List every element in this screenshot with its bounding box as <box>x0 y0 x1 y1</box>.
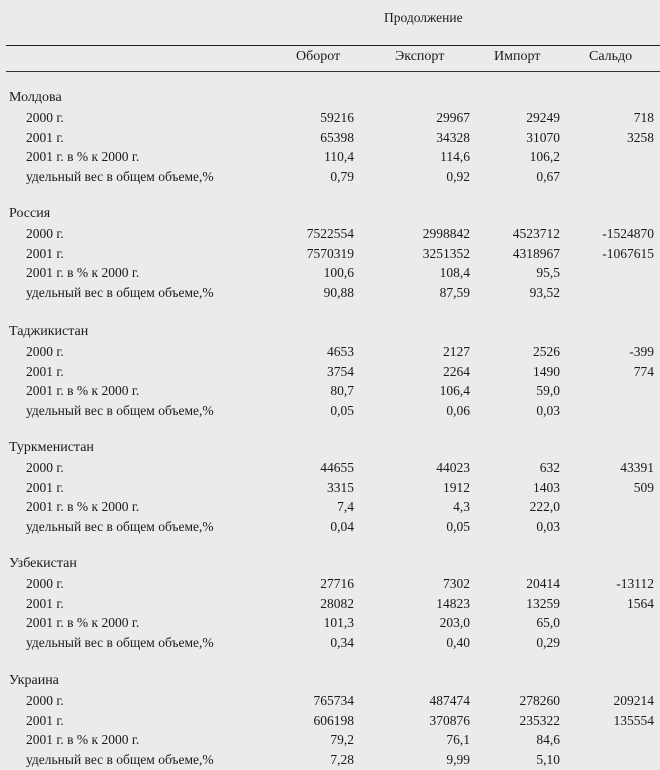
row-label: удельный вес в общем объеме,% <box>26 518 214 534</box>
cell-balance: 43391 <box>620 460 654 475</box>
cell-import: 1403 <box>533 479 560 495</box>
row-label: 2001 г. <box>26 595 64 611</box>
cell-turnover: 0,79 <box>330 168 354 184</box>
row-label: 2001 г. в % к 2000 г. <box>26 615 140 630</box>
cell-export: 3251352 <box>422 245 470 261</box>
cell-import: 2526 <box>533 344 560 359</box>
continuation-caption: Продолжение <box>384 10 463 25</box>
column-header-balance: Сальдо <box>589 49 633 64</box>
cell-export: 76,1 <box>446 732 470 747</box>
cell-turnover: 4653 <box>327 344 354 359</box>
cell-balance: 209214 <box>613 693 654 708</box>
cell-export: 87,59 <box>439 284 470 300</box>
section-title: Туркменистан <box>9 440 94 455</box>
cell-turnover: 0,05 <box>330 402 354 418</box>
cell-export: 29967 <box>436 110 470 125</box>
cell-turnover: 3315 <box>327 479 354 495</box>
row-label: 2000 г. <box>26 110 64 125</box>
row-label: 2001 г. <box>26 712 64 728</box>
row-label: 2000 г. <box>26 460 64 475</box>
table-row <box>0 499 660 517</box>
cell-import: 13259 <box>526 595 560 611</box>
cell-export: 2127 <box>443 344 470 359</box>
row-label: удельный вес в общем объеме,% <box>26 168 214 184</box>
cell-turnover: 27716 <box>320 576 354 591</box>
table-row <box>0 732 660 750</box>
cell-import: 31070 <box>526 129 560 145</box>
cell-import: 84,6 <box>536 732 560 747</box>
cell-balance: 718 <box>633 110 654 125</box>
cell-balance: 774 <box>633 363 654 379</box>
row-label: 2001 г. в % к 2000 г. <box>26 265 140 280</box>
cell-balance: -1067615 <box>602 245 654 261</box>
section-title: Украина <box>9 673 59 688</box>
table-row <box>0 285 660 303</box>
column-header-export: Экспорт <box>395 49 445 64</box>
cell-import: 29249 <box>526 110 560 125</box>
table-row <box>0 383 660 401</box>
row-label: 2000 г. <box>26 693 64 708</box>
table-row <box>0 480 660 498</box>
row-label: удельный вес в общем объеме,% <box>26 634 214 650</box>
section-title: Россия <box>9 206 51 221</box>
cell-export: 0,40 <box>446 634 470 650</box>
cell-turnover: 100,6 <box>323 265 354 280</box>
cell-export: 0,06 <box>446 402 470 418</box>
table-row <box>0 364 660 382</box>
section-title: Таджикистан <box>9 324 89 339</box>
cell-turnover: 80,7 <box>330 383 354 398</box>
cell-balance: 1564 <box>627 595 654 611</box>
table-row <box>0 344 660 362</box>
row-label: удельный вес в общем объеме,% <box>26 402 214 418</box>
cell-import: 0,67 <box>536 168 560 184</box>
cell-export: 7302 <box>443 576 470 591</box>
row-label: 2000 г. <box>26 576 64 591</box>
table-row <box>0 169 660 187</box>
row-label: удельный вес в общем объеме,% <box>26 284 214 300</box>
cell-export: 2998842 <box>422 226 470 241</box>
cell-turnover: 7,4 <box>337 499 354 514</box>
cell-import: 95,5 <box>536 265 560 280</box>
row-label: 2001 г. <box>26 479 64 495</box>
header-rule <box>6 71 660 72</box>
cell-export: 4,3 <box>453 499 470 514</box>
cell-turnover: 65398 <box>320 129 354 145</box>
cell-import: 5,10 <box>536 751 560 767</box>
cell-export: 0,92 <box>446 168 470 184</box>
column-header-import: Импорт <box>494 49 541 64</box>
table-row <box>0 110 660 128</box>
table-row <box>0 576 660 594</box>
table-row <box>0 149 660 167</box>
cell-export: 114,6 <box>440 149 470 164</box>
table-row <box>0 596 660 614</box>
cell-import: 93,52 <box>529 284 560 300</box>
cell-export: 34328 <box>436 129 470 145</box>
cell-turnover: 7,28 <box>330 751 354 767</box>
table-row <box>0 713 660 731</box>
cell-balance: -1524870 <box>602 226 654 241</box>
cell-export: 14823 <box>436 595 470 611</box>
cell-turnover: 110,4 <box>324 149 354 164</box>
row-label: 2001 г. <box>26 245 64 261</box>
cell-turnover: 7570319 <box>306 245 354 261</box>
cell-balance: 3258 <box>627 129 654 145</box>
top-rule <box>6 45 660 46</box>
row-label: 2001 г. в % к 2000 г. <box>26 383 140 398</box>
cell-import: 222,0 <box>529 499 560 514</box>
cell-export: 9,99 <box>446 751 470 767</box>
cell-turnover: 0,04 <box>330 518 354 534</box>
cell-import: 106,2 <box>529 149 560 164</box>
cell-import: 0,03 <box>536 518 560 534</box>
cell-turnover: 101,3 <box>323 615 354 630</box>
cell-turnover: 90,88 <box>323 284 354 300</box>
cell-balance: -399 <box>629 344 654 359</box>
row-label: 2001 г. в % к 2000 г. <box>26 499 140 514</box>
row-label: 2000 г. <box>26 226 64 241</box>
cell-balance: -13112 <box>616 576 654 591</box>
cell-turnover: 7522554 <box>306 226 354 241</box>
table-row <box>0 460 660 478</box>
cell-import: 235322 <box>519 712 560 728</box>
table-row <box>0 519 660 537</box>
cell-balance: 135554 <box>613 712 654 728</box>
cell-export: 106,4 <box>439 383 470 398</box>
table-row <box>0 693 660 711</box>
cell-export: 2264 <box>443 363 470 379</box>
cell-export: 370876 <box>429 712 470 728</box>
cell-turnover: 28082 <box>320 595 354 611</box>
table-row <box>0 246 660 264</box>
cell-export: 1912 <box>443 479 470 495</box>
row-label: 2001 г. <box>26 363 64 379</box>
cell-turnover: 765734 <box>313 693 354 708</box>
cell-import: 1490 <box>533 363 560 379</box>
row-label: удельный вес в общем объеме,% <box>26 751 214 767</box>
row-label: 2000 г. <box>26 344 64 359</box>
cell-export: 108,4 <box>439 265 470 280</box>
table-row <box>0 403 660 421</box>
row-label: 2001 г. в % к 2000 г. <box>26 149 140 164</box>
table-row <box>0 226 660 244</box>
table-row <box>0 752 660 770</box>
cell-turnover: 79,2 <box>330 732 354 747</box>
cell-import: 0,29 <box>536 634 560 650</box>
cell-turnover: 59216 <box>320 110 354 125</box>
cell-export: 44023 <box>436 460 470 475</box>
table-row <box>0 265 660 283</box>
cell-import: 65,0 <box>536 615 560 630</box>
cell-balance: 509 <box>633 479 654 495</box>
cell-import: 632 <box>539 460 560 475</box>
cell-import: 0,03 <box>536 402 560 418</box>
cell-turnover: 3754 <box>327 363 354 379</box>
cell-export: 0,05 <box>446 518 470 534</box>
section-title: Молдова <box>9 90 62 105</box>
cell-export: 203,0 <box>439 615 470 630</box>
column-header-turnover: Оборот <box>296 49 341 64</box>
cell-import: 278260 <box>519 693 560 708</box>
cell-turnover: 606198 <box>313 712 354 728</box>
cell-turnover: 44655 <box>320 460 354 475</box>
cell-import: 4523712 <box>512 226 560 241</box>
cell-turnover: 0,34 <box>330 634 354 650</box>
cell-import: 59,0 <box>536 383 560 398</box>
cell-import: 20414 <box>526 576 560 591</box>
section-title: Узбекистан <box>9 556 77 571</box>
table-row <box>0 635 660 653</box>
cell-import: 4318967 <box>512 245 560 261</box>
table-row <box>0 615 660 633</box>
cell-export: 487474 <box>429 693 470 708</box>
row-label: 2001 г. <box>26 129 64 145</box>
table-row <box>0 130 660 148</box>
row-label: 2001 г. в % к 2000 г. <box>26 732 140 747</box>
